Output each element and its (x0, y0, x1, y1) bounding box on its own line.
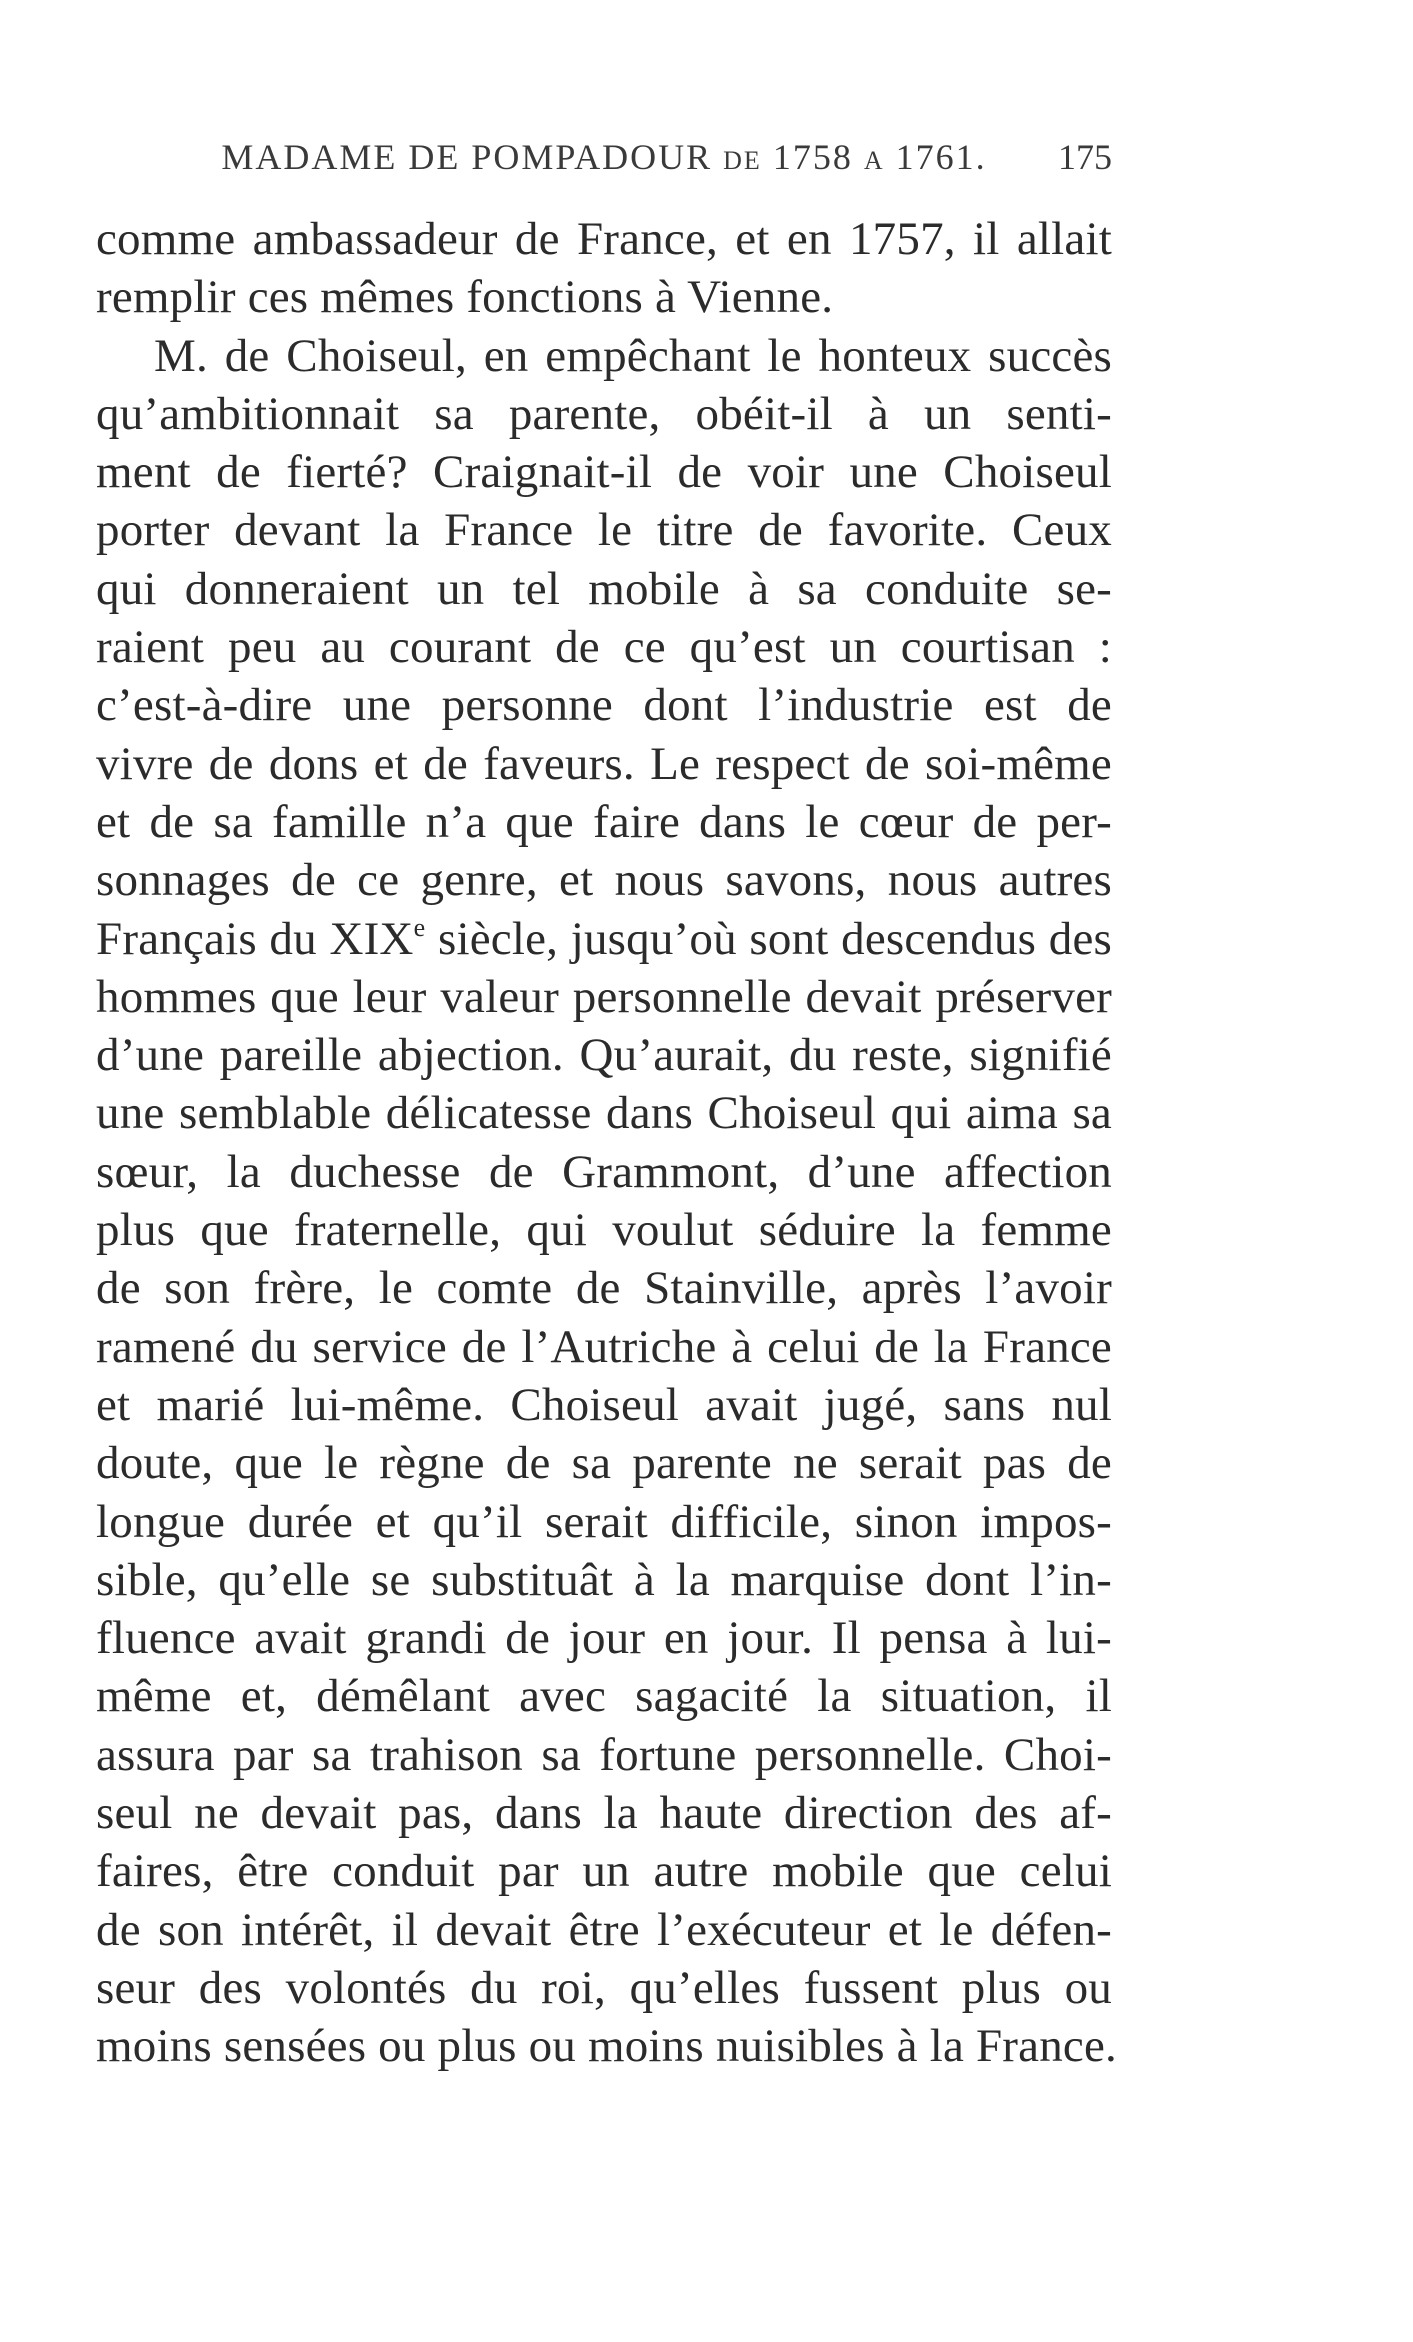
running-title-start-year: 1758 (772, 137, 853, 177)
text-line: sonnages de ce genre, et nous savons, nous autres (96, 854, 1112, 907)
text-line: assura par sa trahison sa fortune personnelle. Choi- (96, 1728, 1112, 1781)
text-line: hommes que leur valeur personnelle devait préserver (96, 970, 1112, 1023)
text-line: fluence avait grandi de jour en jour. Il pensa à lui- (96, 1612, 1112, 1665)
running-head (96, 136, 1112, 186)
text-line: et marié lui-même. Choiseul avait jugé, sans nul (96, 1378, 1112, 1431)
text-line: doute, que le règne de sa parente ne serait pas de (96, 1437, 1112, 1490)
text-line (96, 910, 1112, 968)
text-line: faires, être conduit par un autre mobile que celui (96, 1845, 1112, 1898)
text-line: seul ne devait pas, dans la haute direction des af- (96, 1787, 1112, 1840)
running-title (96, 136, 1112, 178)
text-line: une semblable délicatesse dans Choiseul qui aima sa (96, 1087, 1112, 1140)
text-line: et de sa famille n’a que faire dans le cœur de per- (96, 795, 1112, 848)
text-line: porter devant la France le titre de favorite. Ceux (96, 504, 1112, 557)
text-line: ment de fierté? Craignait-il de voir une Choiseul (96, 446, 1112, 499)
text-line: moins sensées ou plus ou moins nuisibles à la France. (96, 2020, 1117, 2073)
text-line: de son frère, le comte de Stainville, après l’avoir (96, 1262, 1112, 1315)
page-number: 175 (1058, 137, 1112, 177)
text-line: comme ambassadeur de France, et en 1757, il allait (96, 213, 1112, 265)
text-line: c’est-à-dire une personne dont l’industrie est de (96, 679, 1112, 732)
text-line: seur des volontés du roi, qu’elles fussent plus ou (96, 1961, 1112, 2014)
text-line: ramené du service de l’Autriche à celui de la France (96, 1320, 1112, 1373)
text-line: longue durée et qu’il serait difficile, sinon impos- (96, 1495, 1112, 1548)
running-title-end-year: 1761. (895, 137, 987, 177)
running-title-from: DE (723, 146, 762, 175)
text-line: remplir ces mêmes fonctions à Vienne. (96, 271, 834, 324)
body-text (96, 210, 1117, 2076)
running-title-to: A (863, 146, 885, 175)
text-line: sœur, la duchesse de Grammont, d’une affection (96, 1145, 1112, 1198)
text-line: sible, qu’elle se substituât à la marquise dont l’in- (96, 1553, 1112, 1606)
text-line: vivre de dons et de faveurs. Le respect de soi-même (96, 737, 1112, 790)
text-fragment: Français du XIX (96, 912, 414, 965)
text-line: qu’ambitionnait sa parente, obéit-il à un senti- (96, 387, 1112, 440)
running-title-main: MADAME DE POMPADOUR (221, 137, 713, 177)
text-line: raient peu au courant de ce qu’est un courtisan : (96, 621, 1112, 674)
text-line: même et, démêlant avec sagacité la situation, il (96, 1670, 1112, 1723)
text-line: d’une pareille abjection. Qu’aurait, du reste, signifié (96, 1029, 1112, 1082)
text-line: M. de Choiseul, en empêchant le honteux succès (154, 329, 1112, 382)
superscript: e (413, 912, 426, 942)
text-fragment: siècle, jusqu’où sont descendus des (425, 912, 1113, 965)
text-line: de son intérêt, il devait être l’exécuteur et le défen- (96, 1903, 1112, 1956)
text-line: plus que fraternelle, qui voulut séduire la femme (96, 1204, 1112, 1257)
text-line: qui donneraient un tel mobile à sa conduite se- (96, 562, 1112, 615)
